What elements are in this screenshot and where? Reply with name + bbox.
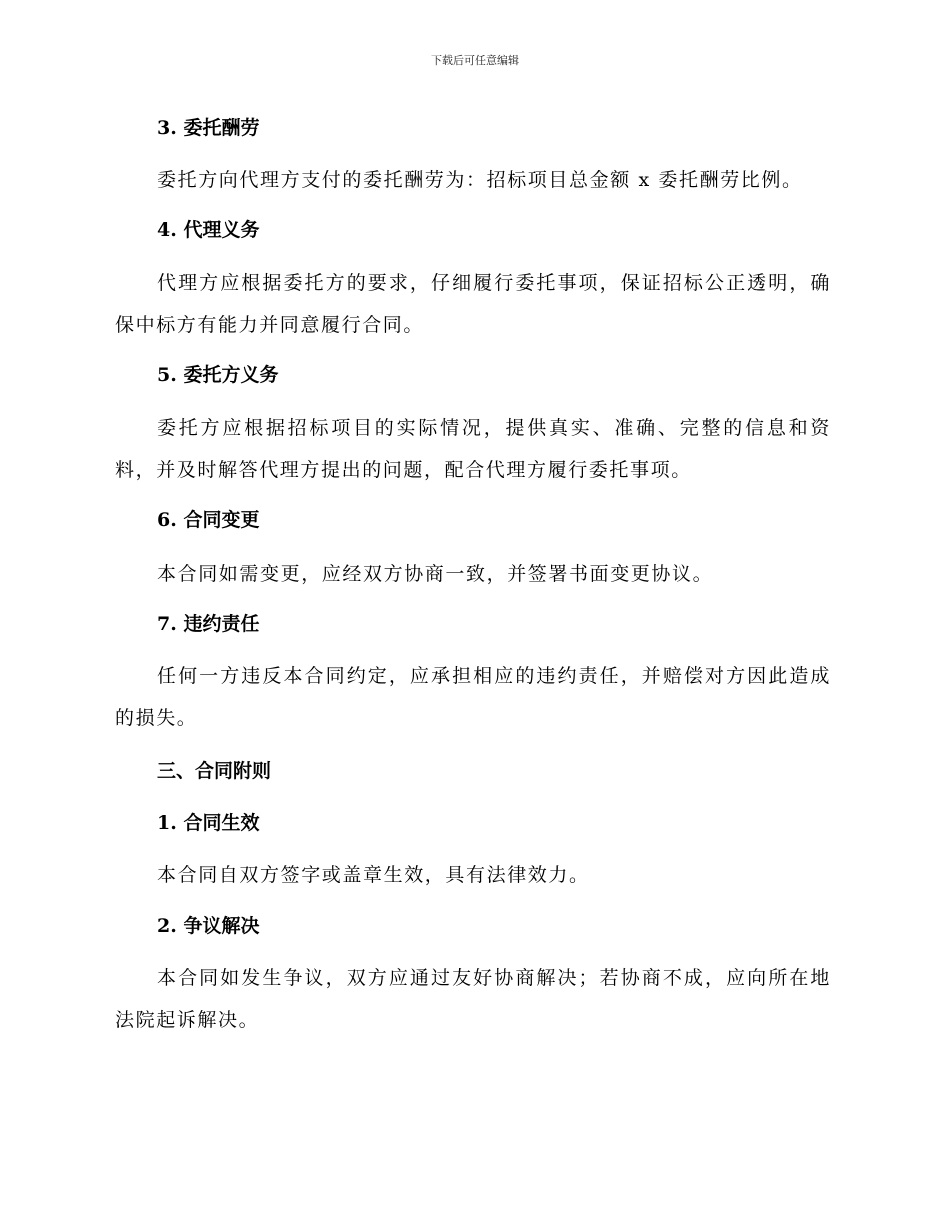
section-5-text: 委托方应根据招标项目的实际情况，提供真实、准确、完整的信息和资料，并及时解答代理方提出的问题，配合代理方履行委托事项。 (115, 417, 831, 481)
appendix-2-title: 2. 争议解决 (157, 915, 260, 937)
section-4-title: 4. 代理义务 (157, 219, 260, 241)
section-3-title: 3. 委托酬劳 (157, 117, 260, 139)
section-6-text: 本合同如需变更，应经双方协商一致，并签署书面变更协议。 (157, 563, 714, 585)
part-3-title: 三、合同附则 (157, 760, 272, 782)
section-5-title: 5. 委托方义务 (157, 364, 279, 386)
section-6-title: 6. 合同变更 (157, 509, 260, 531)
section-3-text: 委托方向代理方支付的委托酬劳为：招标项目总金额 x 委托酬劳比例。 (157, 169, 803, 191)
appendix-1-title: 1. 合同生效 (157, 812, 260, 834)
appendix-2-text: 本合同如发生争议，双方应通过友好协商解决；若协商不成，应向所在地法院起诉解决。 (115, 967, 831, 1031)
appendix-1-text: 本合同自双方签字或盖章生效，具有法律效力。 (157, 864, 590, 886)
header-note: 下载后可任意编辑 (431, 54, 519, 67)
section-7-text: 任何一方违反本合同约定，应承担相应的违约责任，并赔偿对方因此造成的损失。 (115, 665, 831, 729)
section-4-text: 代理方应根据委托方的要求，仔细履行委托事项，保证招标公正透明，确保中标方有能力并同意履行合同。 (115, 272, 831, 336)
section-7-title: 7. 违约责任 (157, 613, 260, 635)
